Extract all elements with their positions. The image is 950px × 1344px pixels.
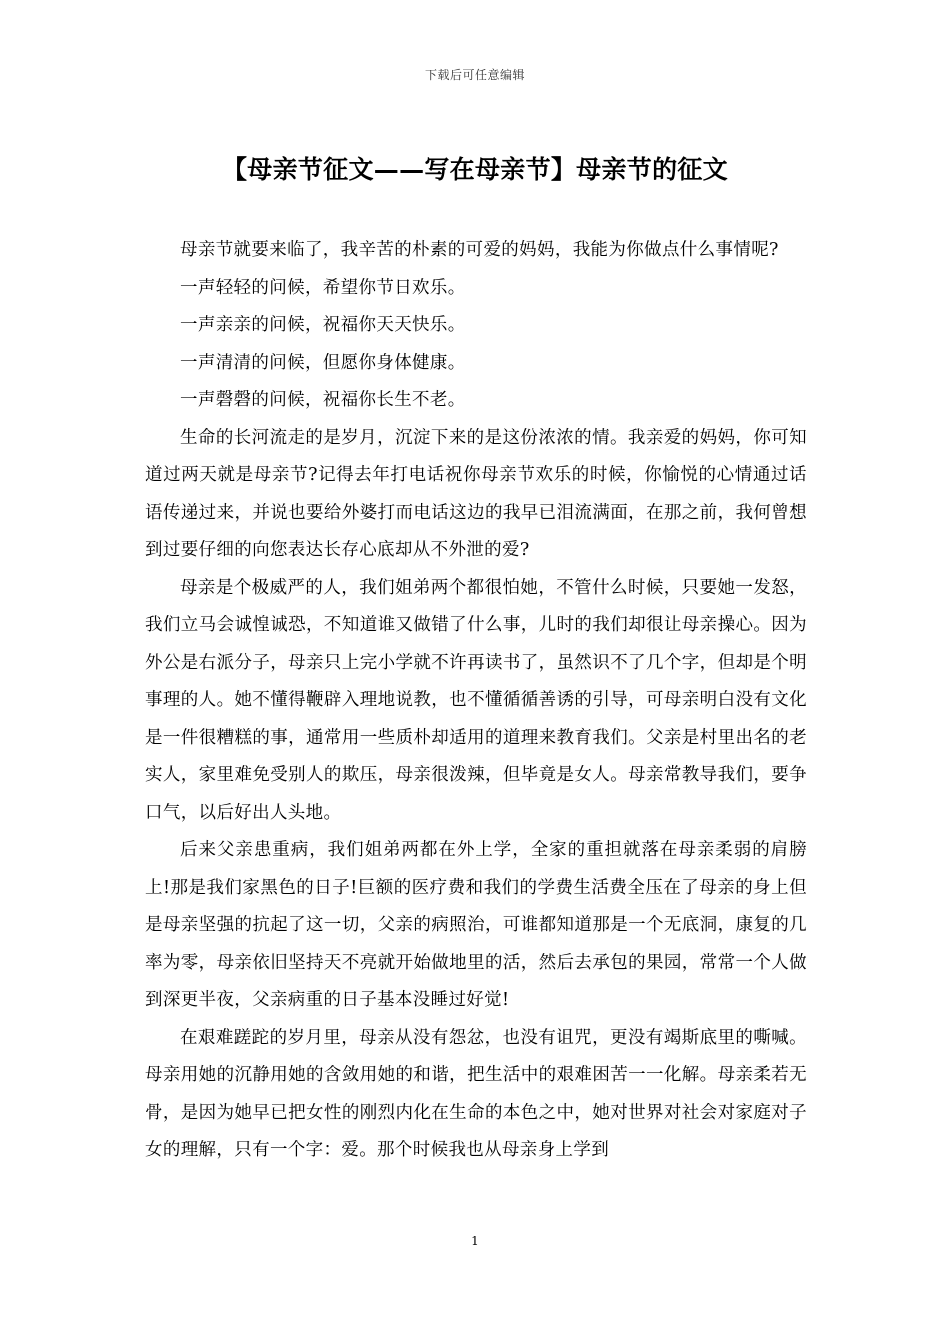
document-body <box>145 232 807 1170</box>
paragraph: 一声亲亲的问候，祝福你天天快乐。 <box>180 315 466 335</box>
paragraph: 一声清清的问候，但愿你身体健康。 <box>180 352 466 373</box>
paragraph: 母亲节就要来临了，我辛苦的朴素的可爱的妈妈，我能为你做点什么事情呢? <box>180 240 779 260</box>
paragraph: 生命的长河流走的是岁月，沉淀下来的是这份浓浓的情。我亲爱的妈妈，你可知道过两天就是母亲节?记得去年打电话祝你母亲节欢乐的时候，你愉悦的心情通过话语传递过来，并说也要给外婆打而电话这边的我早已泪流满面，在那之前，我何曾想到过要仔细的向您表达长存心底却从不外泄的爱? <box>145 427 807 560</box>
paragraph: 一声轻轻的问候，希望你节日欢乐。 <box>180 277 466 298</box>
header-note: 下载后可任意编辑 <box>424 68 525 82</box>
paragraph: 后来父亲患重病，我们姐弟两都在外上学，全家的重担就落在母亲柔弱的肩膀上!那是我们家黑色的日子!巨额的医疗费和我们的学费生活费全压在了母亲的身上但是母亲坚强的抗起了这一切，父亲的病照治，可谁都知道那是一个无底洞，康复的几率为零，母亲依旧坚持天不亮就开始做地里的活，然后去承包的果园，常常一个人做到深更半夜，父亲病重的日子基本没睡过好觉! <box>145 840 807 1010</box>
paragraph: 母亲是个极威严的人，我们姐弟两个都很怕她，不管什么时候，只要她一发怒，我们立马会诚惶诚恐，不知道谁又做错了什么事，儿时的我们却很让母亲操心。因为外公是右派分子，母亲只上完小学就不许再读书了，虽然识不了几个字，但却是个明事理的人。她不懂得鞭辟入理地说教，也不懂循循善诱的引导，可母亲明白没有文化是一件很糟糕的事，通常用一些质朴却适用的道理来教育我们。父亲是村里出名的老实人，家里难免受别人的欺压，母亲很泼辣，但毕竟是女人。母亲常教导我们，要争口气，以后好出人头地。 <box>145 577 807 823</box>
page-number: 1 <box>471 1234 479 1248</box>
document-title: 【母亲节征文——写在母亲节】母亲节的征文 <box>221 155 728 184</box>
paragraph: 一声磬磬的问候，祝福你长生不老。 <box>180 390 466 410</box>
paragraph: 在艰难蹉跎的岁月里，母亲从没有怨忿，也没有诅咒，更没有竭斯底里的嘶喊。母亲用她的沉静用她的含敛用她的和谐，把生活中的艰难困苦一一化解。母亲柔若无骨，是因为她早已把女性的刚烈内化在生命的本色之中，她对世界对社会对家庭对子女的理解，只有一个字：爱。那个时候我也从母亲身上学到 <box>145 1027 807 1160</box>
